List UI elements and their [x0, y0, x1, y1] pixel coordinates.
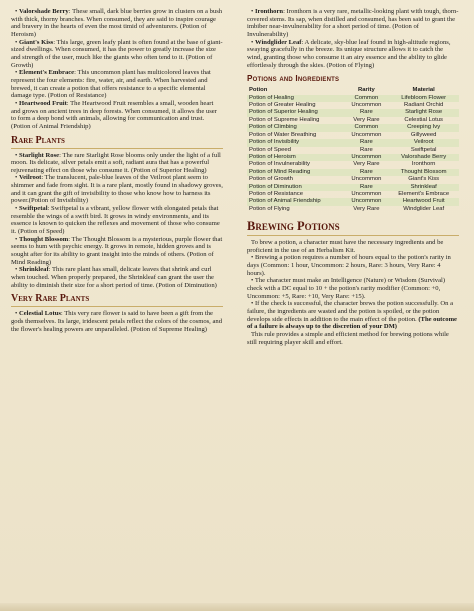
plant-name: Ironthorn — [254, 8, 284, 15]
plant-entry: • Veilroot: The translucent, pale-blue leaves of the Veilroot plant seem to shimmer and fade from sight. It is a rare plant, mostly found in shadowy groves, and it can grant the gift of invisibility to those who know how to harness its power.(Potion of Invisibility) — [11, 174, 223, 205]
brewing-rule-time-text: Brewing a potion requires a number of hours equal to the potion's rarity in days (Common: 1 hour, Uncommon: 2 hours, Rare: 3 hours, Very Rare: 4 hours). — [247, 254, 451, 277]
plant-entry: • Valorshade Berry: These small, dark blue berries grow in clusters on a bush with thick, thorny branches. When consumed, they are said to inspire courage and bravery in the hearts of even the most timid of adventurers. (Potion of Heroism) — [11, 8, 223, 38]
table-row — [247, 184, 459, 191]
col-header-potion: Potion — [249, 86, 268, 93]
plant-name: Valorshade Berry — [18, 8, 69, 15]
table-row — [247, 109, 459, 116]
plant-description: : A delicate, sky-blue leaf found in high-altitude regions, swaying gracefully in the breeze. Its unique structure allows it to catch the wind, granting those who consume it an airy essence and the ability to glide effortlessly through the skies. (Potion of Flying) — [247, 38, 451, 69]
plant-name: Starlight Rose — [18, 151, 60, 159]
cell-potion: Potion of Mind Reading — [247, 169, 344, 176]
very-rare-plant-list — [11, 310, 223, 333]
left-column — [11, 8, 223, 333]
plant-name: Shrinkleaf — [18, 266, 49, 274]
plant-entry: • Shrinkleaf: This rare plant has small, delicate leaves that shrink and curl when touched. When properly prepared, the Shrinkleaf can grant the user the ability to diminish their size for a short period of time. (Potion of Diminution) — [11, 266, 217, 289]
cell-potion: Potion of Heroism — [247, 154, 344, 161]
table-row — [247, 161, 459, 168]
cell-rarity: Rare — [344, 109, 388, 116]
plant-name: Veilroot — [18, 174, 42, 182]
plant-description: : This uncommon plant has multicolored leaves that represent the four elements: fire, water, air, and earth. When harvested and brewed, it can create a potion that offers resistance to a specific elemental damage type. (Potion of Resistance) — [11, 69, 211, 100]
cell-potion: Potion of Growth — [249, 176, 293, 183]
right-column — [247, 8, 459, 346]
rare-plant-list — [11, 152, 223, 290]
plant-description: : Ironthorn is a very rare, metallic-looking plant with tough, thorn-covered stems. Its sap, when distilled and consumed, has been said to grant the imbiber near-invulnerability for a short period of time. (Potion of Invulnerability) — [247, 8, 459, 38]
cell-material: Valorshade Berry — [388, 154, 459, 161]
plant-description: : This large, green leafy plant is often found at the base of giant-sized dwellings. When consumed, it has the power to greatly increase the size and strength of the user, much like the giants who often tend to it. (Potion of Growth) — [11, 38, 223, 69]
cell-rarity: Uncommon — [351, 102, 382, 109]
cell-material: Lifebloom Flower — [388, 95, 459, 102]
cell-potion: Potion of Supreme Healing — [249, 116, 320, 123]
cell-material: Element's Embrace — [398, 190, 450, 197]
brewing-rule-outcome: • If the check is successful, the character brews the potion successfully. On a failure, the ingredients are wasted and the potion is spoiled, or the potion develops side effects in addition to the main effect of the potion. (The outcome of a failure is always up to the discretion of your DM) — [247, 300, 457, 331]
plant-entry: • Giant's Kiss: This large, green leafy plant is often found at the base of giant-sized dwellings. When consumed, it has the power to greatly increase the size and strength of the user, much like the giants who often tend to it. (Potion of Growth) — [11, 38, 223, 69]
plant-entry: • Windglider Leaf: A delicate, sky-blue leaf found in high-altitude regions, swaying gracefully in the breeze. Its unique structure allows it to catch the wind, granting those who consume it an airy essence and the ability to glide effortlessly through the skies. (Potion of Flying) — [247, 38, 451, 69]
plant-name: Celestial Lotus — [18, 310, 61, 318]
plant-name: Windglider Leaf — [254, 38, 302, 46]
very-rare-plant-list-continued — [247, 8, 459, 69]
brewing-rule-time: • Brewing a potion requires a number of hours equal to the potion's rarity in days (Common: 1 hour, Uncommon: 2 hours, Rare: 3 hours, Very Rare: 4 hours). — [247, 254, 451, 277]
table-row — [247, 124, 459, 131]
brewing-rule-check-text: The character must make an Intelligence (Nature) or Wisdom (Survival) check with a DC equal to 10 + the potion's rarity modifier (Common: +0, Uncommon: +5, Rare: +10, Very Rare: +15). — [247, 277, 446, 300]
plant-entry: • Heartwood Fruit: The Heartwood Fruit resembles a small, wooden heart and grows on ancient trees in deep forests. When consumed, it allows the user to form a deep bond with animals, allowing for communication and trust.(Potion of Animal Friendship) — [11, 99, 217, 130]
plant-description: : This very rare flower is said to have been a gift from the gods themselves. Its large, iridescent petals reflect the colors of the cosmos, and the flower's healing powers are unparalleled. (Potion of Supreme Healing) — [11, 310, 222, 333]
table-row — [247, 102, 459, 109]
plant-name: Heartwood Fruit — [18, 99, 67, 107]
cell-rarity: Uncommon — [344, 198, 388, 205]
plant-description: : These small, dark blue berries grow in clusters on a bush with thick, thorny branches. When consumed, they are said to inspire courage and bravery in the hearts of even the most timid of adventurers. (Potion of Heroism) — [11, 8, 223, 38]
cell-material: Giant's Kiss — [408, 176, 440, 183]
plant-description: : The translucent, pale-blue leaves of the Veilroot plant seem to shimmer and fade from sight. It is a rare plant, mostly found in shadowy groves, and it can grant the gift of invisibility to those who know how to harness its power.(Potion of Invisibility) — [11, 174, 223, 205]
cell-potion: Potion of Speed — [249, 146, 291, 153]
cell-rarity: Very Rare — [353, 116, 380, 123]
cell-material: Windglider Leaf — [403, 205, 445, 212]
cell-rarity: Uncommon — [344, 154, 388, 161]
table-row — [247, 198, 459, 205]
brewing-rule-check: • The character must make an Intelligence (Nature) or Wisdom (Survival) check with a DC equal to 10 + the potion's rarity modifier (Common: +0, Uncommon: +5, Rare: +10, Very Rare: +15). — [247, 277, 446, 300]
cell-potion: Potion of Climbing — [247, 124, 344, 131]
table-row — [247, 139, 459, 146]
cell-material: Heartwood Fruit — [388, 198, 459, 205]
cell-material: Radiant Orchid — [404, 102, 444, 109]
cell-material: Starlight Rose — [388, 109, 459, 116]
plant-description: : Swiftpetal is a vibrant, yellow flower with elongated petals that resemble the wings of a swift bird. It grows in windy environments, and its essence is known to quicken the reflexes and movement of those who consume it. (Potion of Speed) — [11, 205, 220, 236]
plant-entry: • Ironthorn: Ironthorn is a very rare, metallic-looking plant with tough, thorn-covered stems. Its sap, when distilled and consumed, has been said to grant the imbiber near-invulnerability for a short period of time. (Potion of Invulnerability) — [247, 8, 459, 38]
brewing-rule-outcome-text: If the check is successful, the character brews the potion successfully. On a failure, the ingredients are wasted and the potion is spoiled, or the potion develops side effects in addition to the main effect of the potion. — [247, 300, 454, 323]
plant-description: : The Thought Blossom is a mysterious, purple flower that seems to hum with psychic energy. It grows in remote, hidden groves and is sought after for its ability to grant insight into the minds of others. (Potion of Mind Reading) — [11, 235, 223, 266]
plant-name: Thought Blossom — [18, 235, 69, 243]
cell-rarity: Rare — [344, 139, 388, 146]
cell-material: Swiftpetal — [410, 146, 437, 153]
cell-material: Ironthorn — [411, 161, 436, 168]
brewing-potions-heading: Brewing Potions — [247, 219, 459, 236]
cell-potion: Potion of Diminution — [247, 184, 344, 191]
cell-rarity: Rare — [344, 169, 388, 176]
cell-rarity: Common — [344, 124, 388, 131]
cell-potion: Potion of Flying — [249, 205, 290, 212]
potions-table-body — [247, 95, 459, 214]
cell-potion: Potion of Resistance — [249, 190, 304, 197]
plant-entry: • Swiftpetal: Swiftpetal is a vibrant, yellow flower with elongated petals that resemble the wings of a swift bird. It grows in windy environments, and its essence is known to quicken the reflexes and movement of those who consume it. (Potion of Speed) — [11, 205, 220, 236]
cell-material: Gillyweed — [410, 131, 437, 138]
table-row — [247, 117, 459, 124]
cell-rarity: Uncommon — [351, 131, 382, 138]
table-row — [247, 169, 459, 176]
table-row — [247, 176, 459, 183]
cell-potion: Potion of Greater Healing — [249, 102, 316, 109]
plant-name: Swiftpetal — [18, 205, 48, 213]
cell-potion: Potion of Healing — [247, 95, 344, 102]
cell-potion: Potion of Invisibility — [247, 139, 344, 146]
cell-potion: Potion of Water Breathing — [249, 131, 317, 138]
plant-entry: • Element's Embrace: This uncommon plant has multicolored leaves that represent the four elements: fire, water, air, and earth. When harvested and brewed, it can create a potion that offers resistance to a specific elemental damage type. (Potion of Resistance) — [11, 69, 211, 100]
cell-material: Shrinkleaf — [388, 184, 459, 191]
table-row — [247, 95, 459, 102]
cell-rarity: Very Rare — [353, 161, 380, 168]
cell-material: Celestial Lotus — [404, 116, 443, 123]
plant-name: Element's Embrace — [18, 69, 75, 77]
cell-rarity: Common — [344, 95, 388, 102]
plant-description: : This rare plant has small, delicate leaves that shrink and curl when touched. When properly prepared, the Shrinkleaf can grant the user the ability to diminish their size for a short period of time. (Potion of Diminution) — [11, 266, 217, 289]
cell-material: Veilroot — [388, 139, 459, 146]
table-row — [247, 206, 459, 213]
brewing-intro: To brew a potion, a character must have the necessary ingredients and be proficient in the use of an Herbalism Kit. — [247, 239, 444, 254]
very-rare-plants-heading: Very Rare Plants — [11, 293, 223, 307]
table-row — [247, 147, 459, 154]
cell-rarity: Very Rare — [353, 205, 380, 212]
cell-material: Creeping Ivy — [388, 124, 459, 131]
col-header-material: Material — [412, 86, 435, 93]
page-footer-bar — [0, 603, 474, 611]
plant-entry: • Celestial Lotus: This very rare flower is said to have been a gift from the gods themselves. Its large, iridescent petals reflect the colors of the cosmos, and the flower's healing powers are unparalleled. (Potion of Supreme Healing) — [11, 310, 222, 333]
plant-entry: • Thought Blossom: The Thought Blossom is a mysterious, purple flower that seems to hum with psychic energy. It grows in remote, hidden groves and is sought after for its ability to grant insight into the minds of others. (Potion of Mind Reading) — [11, 235, 223, 266]
plant-description: : The Heartwood Fruit resembles a small, wooden heart and grows on ancient trees in deep forests. When consumed, it allows the user to form a deep bond with animals, allowing for communication and trust.(Potion of Animal Friendship) — [11, 99, 217, 130]
plant-description: : The rare Starlight Rose blooms only under the light of a full moon. Its delicate, silver petals emit a soft, radiant aura that has a powerful rejuvenating effect on those who consume it. (Potion of Superior Healing) — [11, 151, 221, 174]
cell-material: Thought Blossom — [388, 169, 459, 176]
plant-entry: • Starlight Rose: The rare Starlight Rose blooms only under the light of a full moon. Its delicate, silver petals emit a soft, radiant aura that has a powerful rejuvenating effect on those who consume it. (Potion of Superior Healing) — [11, 151, 221, 174]
col-header-rarity: Rarity — [358, 86, 375, 93]
brewing-summary: This rule provides a simple and efficient method for brewing potions while still requiring player skill and effort. — [247, 331, 449, 346]
table-row — [247, 132, 459, 139]
uncommon-plant-list — [11, 8, 223, 131]
cell-rarity: Rare — [344, 184, 388, 191]
cell-potion: Potion of Animal Friendship — [247, 198, 344, 205]
table-header-row — [247, 86, 459, 94]
brewing-rule-dm-note: (The outcome of a failure is always up to the discretion of your DM) — [247, 315, 457, 331]
cell-rarity: Rare — [360, 146, 373, 153]
table-row — [247, 191, 459, 198]
cell-potion: Potion of Invulnerability — [249, 161, 310, 168]
table-row — [247, 154, 459, 161]
cell-rarity: Uncommon — [351, 190, 382, 197]
cell-potion: Potion of Superior Healing — [247, 109, 344, 116]
plant-name: Giant's Kiss — [18, 38, 54, 46]
rare-plants-heading: Rare Plants — [11, 135, 223, 149]
potions-table-title: Potions and Ingredients — [247, 74, 340, 84]
cell-rarity: Uncommon — [351, 176, 382, 183]
potions-table — [247, 86, 459, 213]
